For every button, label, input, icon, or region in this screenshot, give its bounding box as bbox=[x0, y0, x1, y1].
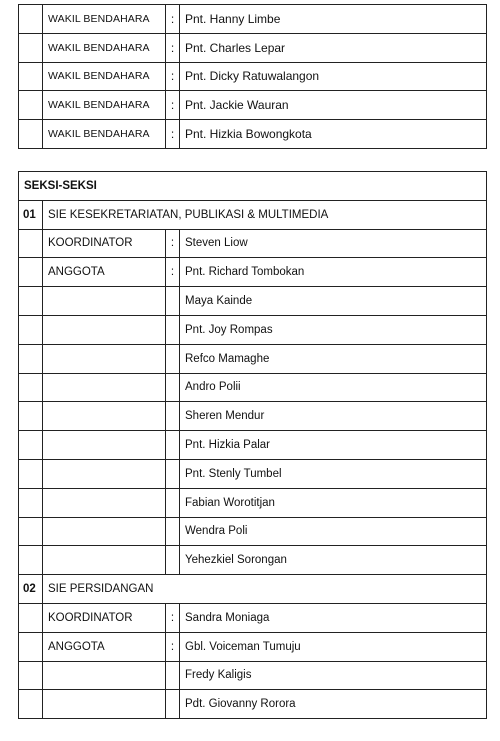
table-row bbox=[19, 33, 487, 62]
role-cell bbox=[43, 402, 166, 431]
koordinator-label: KOORDINATOR bbox=[43, 229, 166, 258]
section-title: SIE PERSIDANGAN bbox=[43, 575, 487, 604]
anggota-row bbox=[19, 459, 487, 488]
anggota-row bbox=[19, 690, 487, 719]
name-cell: Pnt. Dicky Ratuwalangon bbox=[180, 62, 487, 91]
koordinator-row bbox=[19, 229, 487, 258]
number-cell bbox=[19, 62, 43, 91]
anggota-row bbox=[19, 315, 487, 344]
role-cell bbox=[43, 373, 166, 402]
colon-cell bbox=[166, 402, 180, 431]
role-cell bbox=[43, 517, 166, 546]
anggota-name: Pnt. Hizkia Palar bbox=[180, 431, 487, 460]
colon-cell: : bbox=[166, 603, 180, 632]
anggota-row bbox=[19, 373, 487, 402]
anggota-row bbox=[19, 517, 487, 546]
name-cell: Pnt. Hanny Limbe bbox=[180, 5, 487, 34]
koordinator-name: Steven Liow bbox=[180, 229, 487, 258]
colon-cell bbox=[166, 344, 180, 373]
role-cell: WAKIL BENDAHARA bbox=[43, 120, 166, 149]
anggota-row bbox=[19, 488, 487, 517]
number-cell bbox=[19, 315, 43, 344]
anggota-name: Wendra Poli bbox=[180, 517, 487, 546]
number-cell bbox=[19, 661, 43, 690]
number-cell bbox=[19, 287, 43, 316]
anggota-name: Andro Polii bbox=[180, 373, 487, 402]
number-cell bbox=[19, 517, 43, 546]
anggota-name: Maya Kainde bbox=[180, 287, 487, 316]
number-cell bbox=[19, 402, 43, 431]
role-cell: WAKIL BENDAHARA bbox=[43, 62, 166, 91]
number-cell bbox=[19, 546, 43, 575]
role-cell bbox=[43, 488, 166, 517]
anggota-label: ANGGOTA bbox=[43, 632, 166, 661]
section-title-row bbox=[19, 575, 487, 604]
role-cell: WAKIL BENDAHARA bbox=[43, 33, 166, 62]
seksi-heading-row bbox=[19, 172, 487, 201]
table-row bbox=[19, 91, 487, 120]
koordinator-row bbox=[19, 603, 487, 632]
table-row bbox=[19, 62, 487, 91]
colon-cell bbox=[166, 661, 180, 690]
anggota-row bbox=[19, 258, 487, 287]
colon-cell bbox=[166, 315, 180, 344]
number-cell bbox=[19, 459, 43, 488]
number-cell bbox=[19, 373, 43, 402]
anggota-name: Pnt. Richard Tombokan bbox=[180, 258, 487, 287]
role-cell bbox=[43, 431, 166, 460]
number-cell bbox=[19, 488, 43, 517]
koordinator-name: Sandra Moniaga bbox=[180, 603, 487, 632]
colon-cell: : bbox=[166, 632, 180, 661]
section-number: 01 bbox=[19, 200, 43, 229]
colon-cell bbox=[166, 431, 180, 460]
number-cell bbox=[19, 33, 43, 62]
colon-cell bbox=[166, 690, 180, 719]
section-title-row bbox=[19, 200, 487, 229]
number-cell bbox=[19, 5, 43, 34]
role-cell bbox=[43, 661, 166, 690]
number-cell bbox=[19, 258, 43, 287]
anggota-name: Pnt. Stenly Tumbel bbox=[180, 459, 487, 488]
role-cell bbox=[43, 344, 166, 373]
colon-cell bbox=[166, 517, 180, 546]
role-cell: WAKIL BENDAHARA bbox=[43, 91, 166, 120]
anggota-name: Sheren Mendur bbox=[180, 402, 487, 431]
seksi-table bbox=[18, 171, 487, 719]
bendahara-table bbox=[18, 4, 487, 149]
number-cell bbox=[19, 120, 43, 149]
colon-cell: : bbox=[166, 33, 180, 62]
name-cell: Pnt. Jackie Wauran bbox=[180, 91, 487, 120]
anggota-row bbox=[19, 431, 487, 460]
colon-cell: : bbox=[166, 229, 180, 258]
number-cell bbox=[19, 603, 43, 632]
colon-cell: : bbox=[166, 62, 180, 91]
anggota-row bbox=[19, 287, 487, 316]
colon-cell bbox=[166, 488, 180, 517]
anggota-name: Gbl. Voiceman Tumuju bbox=[180, 632, 487, 661]
colon-cell: : bbox=[166, 91, 180, 120]
section-number: 02 bbox=[19, 575, 43, 604]
role-cell bbox=[43, 315, 166, 344]
number-cell bbox=[19, 91, 43, 120]
anggota-label: ANGGOTA bbox=[43, 258, 166, 287]
role-cell bbox=[43, 690, 166, 719]
number-cell bbox=[19, 632, 43, 661]
anggota-row bbox=[19, 344, 487, 373]
colon-cell bbox=[166, 373, 180, 402]
role-cell: WAKIL BENDAHARA bbox=[43, 5, 166, 34]
table-row bbox=[19, 120, 487, 149]
colon-cell: : bbox=[166, 120, 180, 149]
colon-cell bbox=[166, 546, 180, 575]
section-title: SIE KESEKRETARIATAN, PUBLIKASI & MULTIMEDIA bbox=[43, 200, 487, 229]
seksi-heading: SEKSI-SEKSI bbox=[19, 172, 487, 201]
anggota-name: Fredy Kaligis bbox=[180, 661, 487, 690]
colon-cell: : bbox=[166, 5, 180, 34]
table-row bbox=[19, 5, 487, 34]
number-cell bbox=[19, 690, 43, 719]
anggota-name: Pnt. Joy Rompas bbox=[180, 315, 487, 344]
anggota-row bbox=[19, 546, 487, 575]
role-cell bbox=[43, 287, 166, 316]
anggota-name: Yehezkiel Sorongan bbox=[180, 546, 487, 575]
name-cell: Pnt. Hizkia Bowongkota bbox=[180, 120, 487, 149]
colon-cell bbox=[166, 287, 180, 316]
number-cell bbox=[19, 344, 43, 373]
anggota-row bbox=[19, 632, 487, 661]
role-cell bbox=[43, 546, 166, 575]
anggota-row bbox=[19, 402, 487, 431]
colon-cell: : bbox=[166, 258, 180, 287]
anggota-name: Pdt. Giovanny Rorora bbox=[180, 690, 487, 719]
anggota-row bbox=[19, 661, 487, 690]
anggota-name: Refco Mamaghe bbox=[180, 344, 487, 373]
anggota-name: Fabian Worotitjan bbox=[180, 488, 487, 517]
number-cell bbox=[19, 431, 43, 460]
name-cell: Pnt. Charles Lepar bbox=[180, 33, 487, 62]
number-cell bbox=[19, 229, 43, 258]
koordinator-label: KOORDINATOR bbox=[43, 603, 166, 632]
role-cell bbox=[43, 459, 166, 488]
colon-cell bbox=[166, 459, 180, 488]
